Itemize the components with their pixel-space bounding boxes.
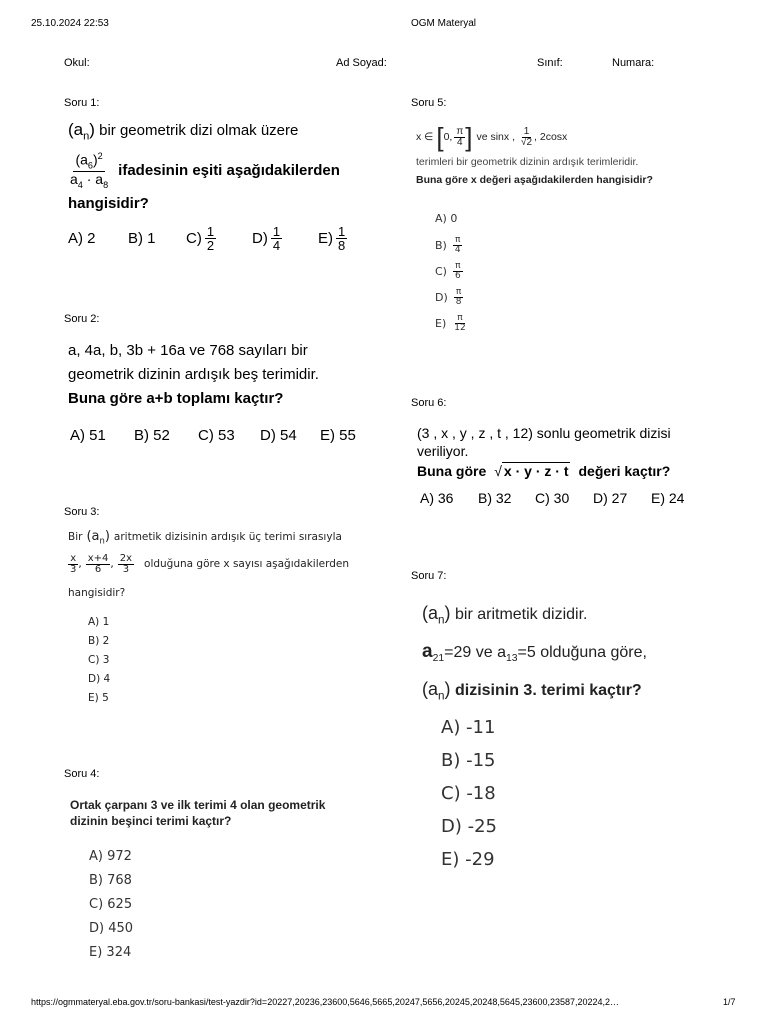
q7-line3: dizisinin 3. terimi kaçtır?: [454, 681, 642, 699]
q5-line2: terimleri bir geometrik dizinin ardışık terimleridir.: [416, 156, 639, 168]
footer-url: https://ogmmateryal.eba.gov.tr/soru-bankasi/test-yazdir?id=20227,20236,23600,5646,5665,20247,5656,20245,20248,5645,23600,23587,20224,2…: [31, 997, 620, 1007]
q4-option-b[interactable]: B) 768: [89, 873, 132, 888]
q6-line2: veriliyor.: [417, 443, 469, 459]
q5-line1b: ve sinx ,: [476, 131, 515, 143]
q4-option-c[interactable]: C) 625: [89, 897, 133, 912]
q1-line2: ifadesinin eşiti aşağıdakilerden: [118, 162, 340, 180]
q3-option-a[interactable]: A) 1: [88, 616, 110, 628]
school-label: Okul:: [64, 57, 90, 69]
q3-option-d[interactable]: D) 4: [88, 673, 111, 685]
q5-line1c: , 2cosx: [534, 131, 568, 143]
q3-line1b: aritmetik dizisinin ardışık üç terimi sırasıyla: [113, 531, 342, 544]
q3-option-e[interactable]: E) 5: [88, 692, 109, 704]
q4-option-e[interactable]: E) 324: [89, 945, 132, 960]
q6-option-c[interactable]: C) 30: [535, 490, 570, 506]
question-6-label: Soru 6:: [411, 397, 447, 409]
page-number: 1/7: [723, 997, 736, 1007]
q6-line3a: Buna göre: [417, 463, 487, 479]
q7-option-d[interactable]: D) -25: [441, 816, 498, 837]
q6-line1: (3 , x , y , z , t , 12) sonlu geometrik dizisi: [417, 425, 671, 441]
q5-option-a[interactable]: A) 0: [435, 212, 458, 225]
question-3-label: Soru 3:: [64, 506, 100, 518]
q1-option-d[interactable]: D) $\frac{1}{4}$: [252, 224, 281, 253]
question-6-body: (3 , x , y , z , t , 12) sonlu geometrik dizisi veriliyor. Buna göre √ x · y · z · t değeri kaçtır?: [417, 425, 671, 479]
question-1-label: Soru 1:: [64, 97, 100, 109]
question-4-label: Soru 4:: [64, 768, 100, 780]
question-3-body: Bir $(a_n)$ aritmetik dizisinin ardışık üç terimi sırasıyla $\frac{x}{3}$ , $\frac{x+4}{6}$ , $\frac{2x}{3}$ olduğuna göre x sayısı aşağıdakilerden hangisidir?: [68, 529, 350, 599]
q4-options: [89, 845, 133, 965]
page-title: OGM Materyal: [411, 18, 477, 29]
question-7-body: $(a_n)$ bir aritmetik dizidir. $a_{21}=29$ ve $a_{13}=5$ olduğuna göre, $(a_n)$ dizisinin 3. terimi kaçtır?: [422, 603, 647, 703]
q7-line2: olduğuna göre,: [540, 643, 647, 661]
q1-option-c[interactable]: C) $\frac{1}{2}$: [186, 224, 215, 253]
q2-line1: a, 4a, b, 3b + 16a ve 768 sayıları bir: [68, 342, 308, 359]
q6-options: [420, 490, 684, 506]
question-4-body: [70, 797, 325, 829]
question-7-label: Soru 7:: [411, 570, 447, 582]
q1-option-b[interactable]: B) 1: [128, 230, 156, 247]
q1-line1: bir geometrik dizi olmak üzere: [99, 122, 299, 139]
q2-options: [70, 427, 356, 444]
q3-line2: olduğuna göre x sayısı aşağıdakilerden: [144, 558, 350, 571]
q6-option-d[interactable]: D) 27: [593, 490, 628, 506]
q3-line1a: Bir: [68, 531, 83, 544]
q3-options: [88, 616, 110, 711]
q7-option-a[interactable]: A) -11: [441, 717, 496, 738]
question-2-body: [68, 339, 319, 411]
q2-line2: geometrik dizinin ardışık beş terimidir.: [68, 366, 319, 383]
q2-option-e[interactable]: E) 55: [320, 427, 356, 444]
q5-options: [435, 212, 468, 336]
name-label: Ad Soyad:: [336, 57, 387, 69]
q7-line1: bir aritmetik dizidir.: [454, 606, 588, 623]
question-1-body: $(a_n)$ bir geometrik dizi olmak üzere $\frac{(a_6)^2}{a_4 \cdot a_8}$ ifadesinin eşiti aşağıdakilerden hangisidir?: [68, 120, 340, 212]
q6-option-b[interactable]: B) 32: [478, 490, 512, 506]
q5-option-e[interactable]: E) $\frac{\pi}{12}$: [435, 312, 466, 333]
q4-line2: dizinin beşinci terimi kaçtır?: [70, 814, 232, 828]
question-2-label: Soru 2:: [64, 313, 100, 325]
q7-options: [441, 711, 497, 876]
q2-line3: Buna göre a+b toplamı kaçtır?: [68, 390, 284, 407]
q4-line1: Ortak çarpanı 3 ve ilk terimi 4 olan geometrik: [70, 798, 326, 812]
question-5-label: Soru 5:: [411, 97, 447, 109]
q1-options: [68, 225, 347, 252]
q1-line3: hangisidir?: [68, 194, 149, 212]
q5-option-c[interactable]: C) $\frac{\pi}{6}$: [435, 260, 461, 281]
q5-line3: Buna göre x değeri aşağıdakilerden hangisidir?: [416, 174, 653, 186]
q5-option-d[interactable]: D) $\frac{\pi}{8}$: [435, 286, 462, 307]
q2-option-c[interactable]: C) 53: [198, 427, 235, 444]
q3-option-b[interactable]: B) 2: [88, 635, 110, 647]
q1-option-a[interactable]: A) 2: [68, 230, 96, 247]
question-5-body: x ∈ [ 0, $\frac{\pi}{4}$ ] ve sinx , $\frac{1}{√2}$ , 2cosx terimleri bir geometrik dizinin ardışık terimleridir. Buna göre x değeri aşağıdakilerden hangisidir?: [416, 122, 653, 186]
q7-option-c[interactable]: C) -18: [441, 783, 496, 804]
q6-line3b: değeri kaçtır?: [578, 463, 671, 479]
q2-option-d[interactable]: D) 54: [260, 427, 297, 444]
q4-option-d[interactable]: D) 450: [89, 921, 134, 936]
class-label: Sınıf:: [537, 57, 563, 69]
q6-option-a[interactable]: A) 36: [420, 490, 454, 506]
q2-option-a[interactable]: A) 51: [70, 427, 106, 444]
q5-option-b[interactable]: B) $\frac{\pi}{4}$: [435, 234, 461, 255]
q3-option-c[interactable]: C) 3: [88, 654, 110, 666]
number-label: Numara:: [612, 57, 655, 69]
q6-option-e[interactable]: E) 24: [651, 490, 685, 506]
q1-fraction: $\frac{(a_6)^2}{a_4 \cdot a_8}$: [70, 151, 109, 190]
q4-option-a[interactable]: A) 972: [89, 849, 132, 864]
print-timestamp: 25.10.2024 22:53: [31, 18, 109, 29]
q7-option-e[interactable]: E) -29: [441, 849, 495, 870]
q7-option-b[interactable]: B) -15: [441, 750, 496, 771]
q3-line3: hangisidir?: [68, 586, 126, 599]
q1-option-e[interactable]: E) $\frac{1}{8}$: [318, 224, 346, 253]
q2-option-b[interactable]: B) 52: [134, 427, 170, 444]
